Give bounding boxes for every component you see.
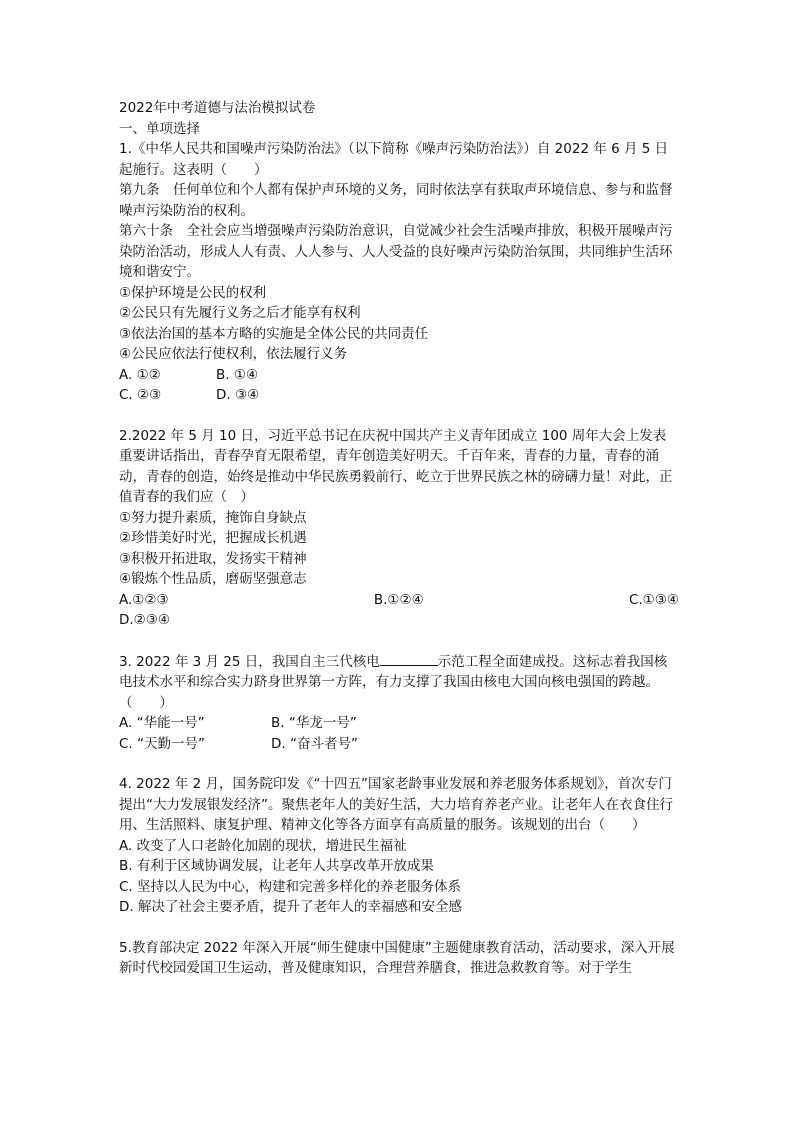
q3-option-d: D. “奋斗者号” — [271, 735, 358, 752]
q1-item-1: ①保护环境是公民的权利 — [119, 284, 267, 301]
q2-option-c: C.①③④ — [628, 591, 679, 608]
q1-options-row-1 — [119, 365, 679, 386]
q3-stem-before: 3. 2022 年 3 月 25 日，我国自主三代核电 — [119, 653, 380, 670]
q3-option-b: B. “华龙一号” — [271, 715, 357, 731]
q2-option-b: B.①②④ — [373, 591, 424, 608]
q1-item-2: ②公民只有先履行义务之后才能享有权利 — [119, 305, 361, 321]
q3-options-row-2 — [119, 734, 679, 755]
q1-stem: 1.《中华人民共和国噪声污染防治法》（以下简称《噪声污染防治法》）自 2022 年 6 月 5 日起施行。这表明（ ） — [119, 141, 669, 178]
q4-option-a: A. 改变了人口老龄化加剧的现状，增进民生福祉 — [119, 837, 407, 854]
q1-option-d: D. ③④ — [216, 387, 260, 403]
q2-option-d: D.②③④ — [119, 612, 170, 628]
q3-fill-blank — [380, 651, 438, 666]
spacer — [119, 918, 679, 938]
section-heading: 一、单项选择 — [119, 120, 200, 137]
q2-options-row — [119, 590, 679, 611]
q1-item-3: ③依法治国的基本方略的实施是全体公民的共同责任 — [119, 325, 429, 342]
q3-stem-after: 示范工程全面建成投。这标志着我国核电技术水平和综合实力跻身世界第一方阵，有力支撑了我国由核电大国向核电强国的跨越。（ ） — [119, 653, 668, 711]
q3-option-a: A. “华能一号” — [119, 715, 205, 731]
spacer — [119, 754, 679, 774]
q1-item-4: ④公民应依法行使权利，依法履行义务 — [119, 346, 348, 362]
q5-stem: 5.教育部决定 2022 年深入开展“师生健康中国健康”主题健康教育活动，活动要求，深入开展新时代校园爱国卫生运动，普及健康知识，合理营养膳食，推进急救教育等。对于学生 — [119, 939, 675, 976]
q4-option-d: D. 解决了社会主要矛盾，提升了老年人的幸福感和安全感 — [119, 899, 462, 915]
q4-option-c: C. 坚持以人民为中心，构建和完善多样化的养老服务体系 — [119, 878, 462, 895]
q1-article-60: 第六十条 全社会应当增强噪声污染防治意识，自觉减少社会生活噪声排放，积极开展噪声污染防治活动，形成人人有责、人人参与、人人受益的良好噪声污染防治氛围，共同维护生活环境和谐安宁。 — [119, 223, 673, 280]
q1-options-row-2 — [119, 385, 679, 406]
q2-option-a: A.①②③ — [119, 591, 169, 608]
q2-item-1: ①努力提升素质，掩饰自身缺点 — [119, 509, 307, 526]
q1-option-b: B. ①④ — [216, 366, 259, 383]
q2-item-4: ④锻炼个性品质，磨砺坚强意志 — [119, 571, 307, 587]
spacer — [119, 631, 679, 651]
q2-item-2: ②珍惜美好时光，把握成长机遇 — [119, 530, 307, 546]
exam-title: 2022年中考道德与法治模拟试卷 — [119, 100, 316, 116]
q2-item-3: ③积极开拓进取，发扬实干精神 — [119, 550, 307, 567]
q4-stem: 4. 2022 年 2 月，国务院印发《“十四五”国家老龄事业发展和养老服务体系规划》，首次专门提出“大力发展银发经济”。聚焦老年人的美好生活，大力培育养老产业。让老年人在衣食住行用、生活照料、康复护理、精神文化等各方面享有高质量的服务。该规划的出台（ ） — [119, 776, 673, 833]
q1-option-a: A. ①② — [119, 366, 161, 383]
q2-stem: 2.2022 年 5 月 10 日，习近平总书记在庆祝中国共产主义青年团成立 100 周年大会上发表重要讲话指出，青春孕育无限希望，青年创造美好明天。千百年来，青春的力量，青春的涌动，青春的创造，始终是推动中华民族勇毅前行、屹立于世界民族之林的磅礴力量！对此，正值青春的我们应（ ） — [119, 427, 673, 505]
q3-stem — [119, 651, 679, 714]
q3-option-c: C. “天勤一号” — [119, 735, 205, 752]
q1-option-c: C. ②③ — [119, 387, 162, 403]
spacer — [119, 406, 679, 426]
q1-article-9: 第九条 任何单位和个人都有保护声环境的义务，同时依法享有获取声环境信息、参与和监督噪声污染防治的权利。 — [119, 182, 673, 219]
q3-options-row-1 — [119, 713, 679, 734]
document-body — [119, 98, 679, 979]
q4-option-b: B. 有利于区域协调发展，让老年人共享改革开放成果 — [119, 858, 434, 874]
